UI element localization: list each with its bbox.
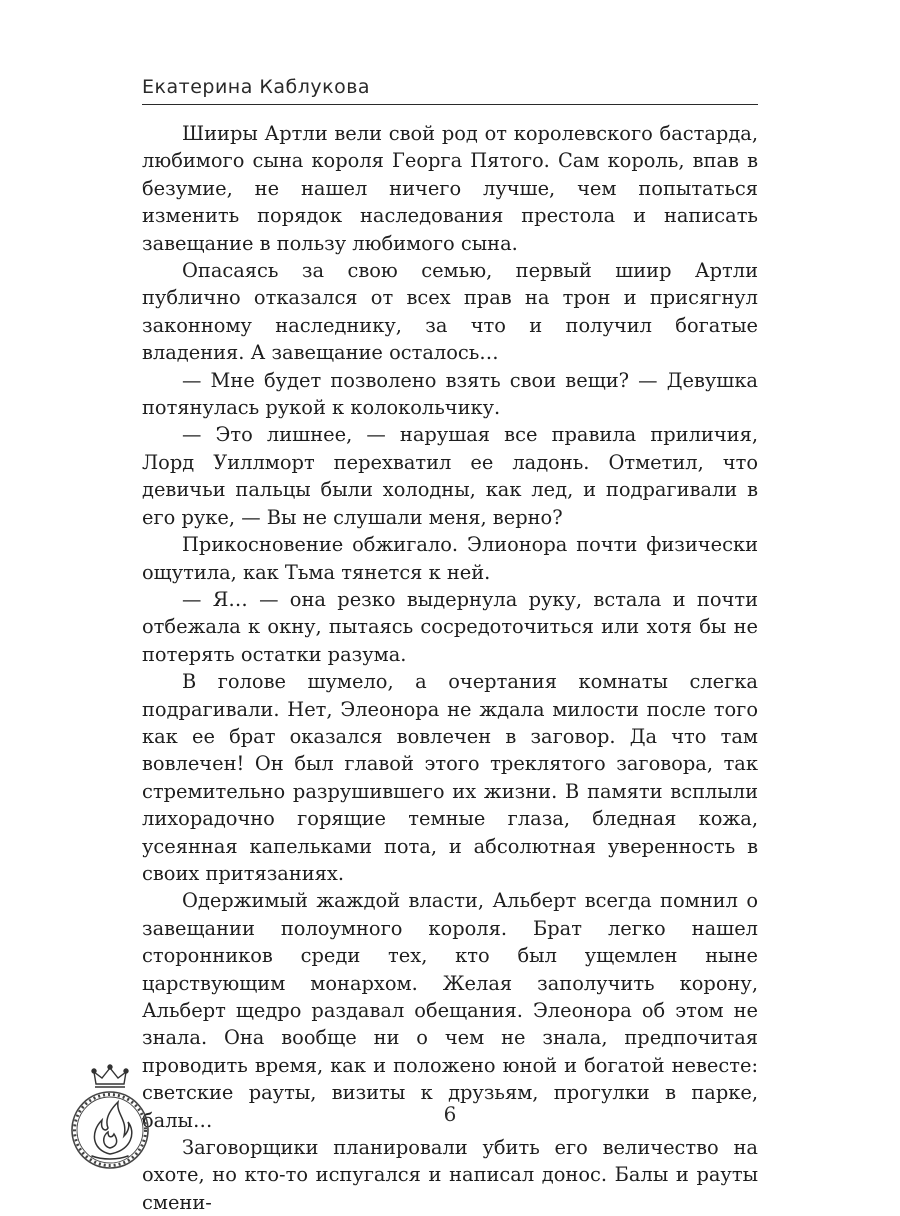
- crowned-flame-emblem-icon: [62, 1062, 158, 1174]
- page-number: 6: [443, 1102, 457, 1126]
- crown-icon: [92, 1065, 128, 1087]
- paragraph: Опасаясь за свою семью, первый шиир Артли публично отказался от всех прав на трон и присягнул законному наследнику, за что и получил богатые владения. А завещание осталось…: [142, 259, 758, 365]
- paragraph: Одержимый жаждой власти, Альберт всегда помнил о завещании полоумного короля. Брат легко нашел сторонников среди тех, кто был ущемлен ныне царствующим монархом. Желая заполучить корону, Альберт щедро раздавал обещания. Элеонора об этом не знала. Она вообще ни о чем не знала, предпочитая проводить время, как и положено юной и богатой невесте: светские рауты, визиты к друзьям, прогулки в парке, балы…: [142, 889, 758, 1132]
- running-header: [142, 72, 758, 105]
- paragraph: В голове шумело, а очертания комнаты слегка подрагивали. Нет, Элеонора не ждала милости после того как ее брат оказался вовлечен в заговор. Да что там вовлечен! Он был главой этого треклятого заговора, так стремительно разрушившего их жизни. В памяти всплыли лихорадочно горящие темные глаза, бледная кожа, усеянная капельками пота, и абсолютная уверенность в своих притязаниях.: [142, 670, 758, 885]
- paragraph: Прикосновение обжигало. Элионора почти физически ощутила, как Тьма тянется к ней.: [142, 533, 758, 584]
- ornament-frame: [72, 1092, 148, 1168]
- paragraph: Заговорщики планировали убить его величество на охоте, но кто-то испугался и написал донос. Балы и рауты смени-: [142, 1136, 758, 1214]
- paragraph: Шииры Артли вели свой род от королевского бастарда, любимого сына короля Георга Пятого. Сам король, впав в безумие, не нашел ничего лучше, чем попытаться изменить порядок наследования престола и написать завещание в пользу любимого сына.: [142, 122, 758, 255]
- paragraph: — Я… — она резко выдернула руку, встала и почти отбежала к окну, пытаясь сосредоточиться или хотя бы не потерять остатки разума.: [142, 587, 758, 666]
- flame-icon: [92, 1102, 132, 1159]
- paragraph: — Мне будет позволено взять свои вещи? — Девушка потянулась рукой к колокольчику.: [142, 368, 758, 420]
- header-author: Екатерина Каблукова: [142, 76, 371, 98]
- body-text: [142, 120, 758, 1216]
- paragraph: — Это лишнее, — нарушая все правила приличия, Лорд Уиллморт перехватил ее ладонь. Отметил, что девичьи пальцы были холодны, как лед, и подрагивали в его руке, — Вы не слушали меня, верно?: [142, 423, 758, 529]
